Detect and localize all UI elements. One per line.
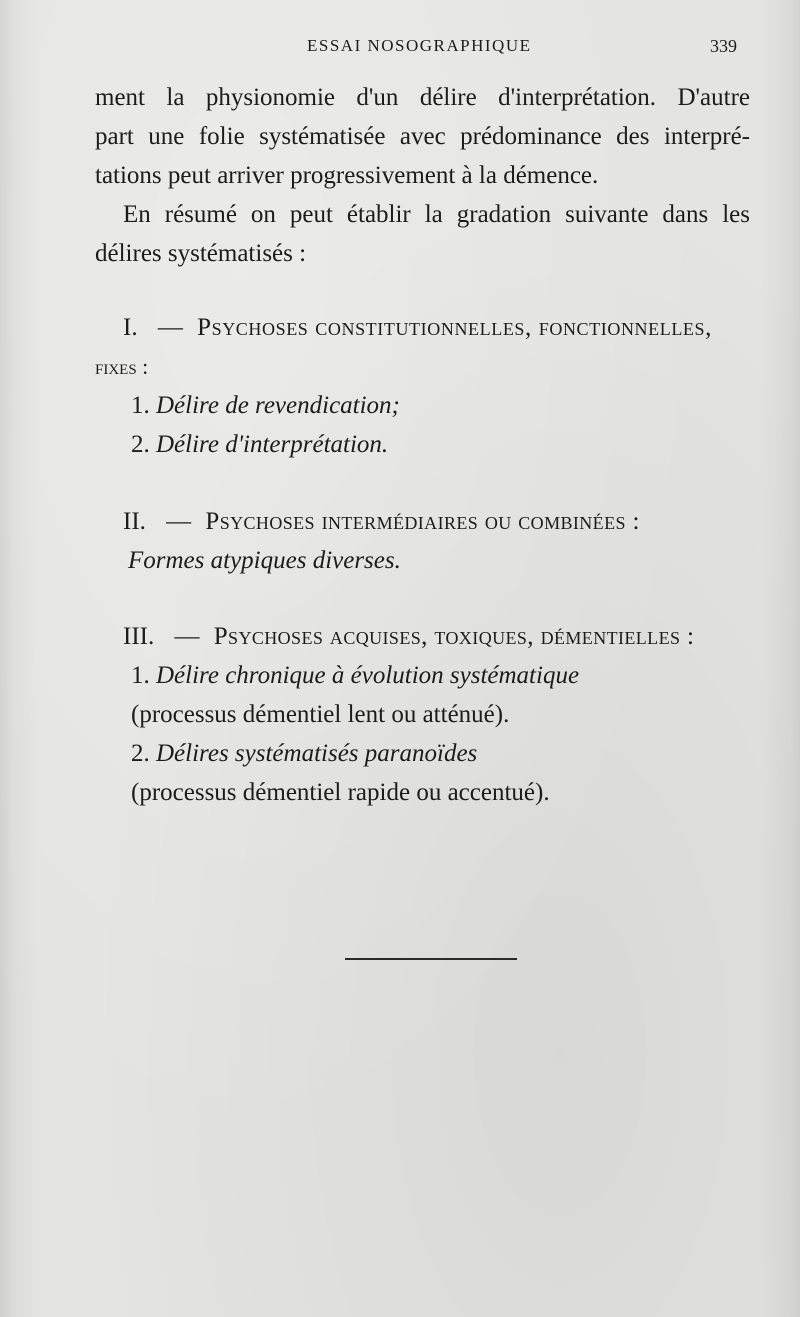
summary-line-2: délires systématisés :: [95, 240, 307, 267]
section-3-item-1-number: 1.: [131, 662, 150, 689]
intro-line-2: part une folie systématisée avec prédominance des interpré-: [95, 123, 750, 150]
section-1-numeral: I.: [123, 314, 138, 341]
section-3-item-1-label: Délire chronique à évolution systématique: [156, 662, 580, 689]
intro-text: [95, 78, 750, 273]
section-3-heading: [95, 617, 755, 656]
section-3-item-2: [95, 734, 755, 773]
summary-line-1: En résumé on peut établir la gradation suivante dans les: [123, 201, 750, 228]
section-2-heading: [95, 502, 755, 541]
intro-line-1: ment la physionomie d'un délire d'interprétation. D'autre: [95, 84, 750, 111]
section-1-title: Psychoses constitutionnelles, fonctionnelles,: [197, 314, 712, 341]
section-2-item-1: Formes atypiques diverses.: [128, 547, 401, 574]
section-2-title: Psychoses intermédiaires ou combinées :: [205, 508, 640, 535]
section-2: [95, 502, 755, 580]
section-2-numeral: II.: [123, 508, 146, 535]
running-title: ESSAI NOSOGRAPHIQUE: [307, 36, 532, 55]
section-3-item-1: [95, 656, 755, 695]
section-1-title-continued: fixes :: [95, 354, 149, 379]
page-number: 339: [710, 36, 737, 56]
section-3-item-1-note: (processus démentiel lent ou atténué).: [131, 701, 510, 728]
section-3-numeral: III.: [123, 623, 155, 650]
section-3-title: Psychoses acquises, toxiques, démentielles :: [213, 623, 695, 650]
section-1: [95, 308, 755, 464]
section-1-item-1: [95, 386, 755, 425]
section-1-item-1-label: Délire de revendication;: [156, 392, 400, 419]
section-1-item-2-number: 2.: [131, 431, 150, 458]
section-3-dash: —: [174, 623, 200, 650]
running-head: [0, 36, 800, 60]
section-1-dash: —: [157, 314, 183, 341]
section-3-item-2-note: (processus démentiel rapide ou accentué).: [131, 779, 550, 806]
intro-line-3: tations peut arriver progressivement à la démence.: [95, 162, 599, 189]
section-3: [95, 617, 755, 812]
end-rule: [345, 958, 517, 960]
section-1-item-2: [95, 425, 755, 464]
section-2-dash: —: [166, 508, 192, 535]
section-1-item-2-label: Délire d'interprétation.: [156, 431, 389, 458]
section-1-item-1-number: 1.: [131, 392, 150, 419]
section-3-item-2-number: 2.: [131, 740, 150, 767]
section-3-item-2-label: Délires systématisés paranoïdes: [156, 740, 478, 767]
section-1-heading: [95, 308, 755, 347]
